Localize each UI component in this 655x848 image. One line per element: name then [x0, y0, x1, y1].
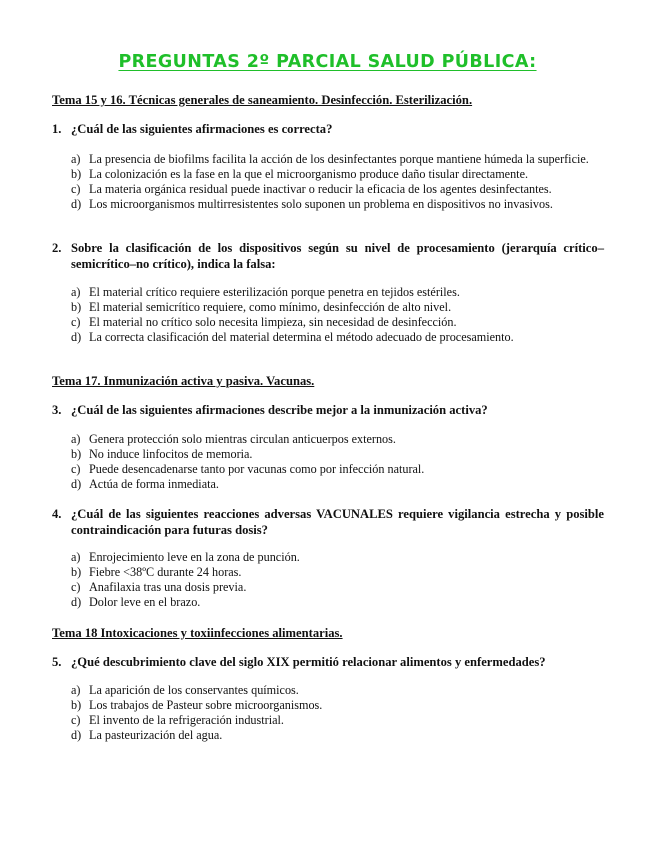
section-heading-tema-17: Tema 17. Inmunización activa y pasiva. Vacunas.: [52, 374, 315, 388]
option-letter: c): [71, 462, 81, 476]
question-number: 1.: [52, 122, 62, 136]
option-b: [52, 167, 604, 182]
option-letter: c): [71, 713, 81, 727]
question-1-options: [52, 152, 604, 212]
question-3-options: [52, 432, 604, 492]
question-2: [52, 240, 604, 272]
option-letter: a): [71, 550, 81, 564]
option-text: La pasteurización del agua.: [89, 728, 223, 742]
option-text: Los trabajos de Pasteur sobre microorganismos.: [89, 698, 323, 712]
option-text: Fiebre <38ºC durante 24 horas.: [89, 565, 242, 579]
option-a: [52, 683, 604, 698]
option-text: El material no crítico solo necesita limpieza, sin necesidad de desinfección.: [89, 315, 457, 329]
option-d: [52, 595, 604, 610]
question-text: ¿Cuál de las siguientes afirmaciones es correcta?: [71, 122, 333, 136]
question-text: ¿Qué descubrimiento clave del siglo XIX permitió relacionar alimentos y enfermedades?: [71, 655, 546, 669]
question-text: ¿Cuál de las siguientes reacciones adversas VACUNALES requiere vigilancia estrecha y posible contraindicación para futuras dosis?: [71, 507, 604, 537]
option-text: La colonización es la fase en la que el microorganismo produce daño tisular directamente.: [89, 167, 529, 181]
option-text: Actúa de forma inmediata.: [89, 477, 219, 491]
option-letter: a): [71, 285, 81, 299]
option-letter: d): [71, 728, 82, 742]
option-b: [52, 565, 604, 580]
option-letter: a): [71, 432, 81, 446]
page-title: PREGUNTAS 2º PARCIAL SALUD PÚBLICA:: [118, 52, 537, 72]
option-text: El material crítico requiere esterilización porque penetra en tejidos estériles.: [89, 285, 460, 299]
option-c: [52, 315, 604, 330]
question-5: [52, 654, 604, 670]
option-letter: c): [71, 315, 81, 329]
question-text: ¿Cuál de las siguientes afirmaciones describe mejor a la inmunización activa?: [71, 403, 488, 417]
option-d: [52, 330, 604, 345]
option-text: Anafilaxia tras una dosis previa.: [89, 580, 247, 594]
question-1: [52, 121, 604, 137]
option-letter: b): [71, 447, 82, 461]
option-letter: b): [71, 300, 82, 314]
option-text: La aparición de los conservantes químicos.: [89, 683, 299, 697]
option-letter: a): [71, 152, 81, 166]
question-number: 5.: [52, 655, 62, 669]
section-heading-tema-18: Tema 18 Intoxicaciones y toxiinfecciones alimentarias.: [52, 626, 343, 640]
option-b: [52, 447, 604, 462]
option-text: Puede desencadenarse tanto por vacunas como por infección natural.: [89, 462, 425, 476]
option-letter: b): [71, 167, 82, 181]
option-d: [52, 477, 604, 492]
option-letter: b): [71, 698, 82, 712]
option-d: [52, 197, 604, 212]
option-a: [52, 285, 604, 300]
option-text: Dolor leve en el brazo.: [89, 595, 201, 609]
option-text: Enrojecimiento leve en la zona de punción.: [89, 550, 300, 564]
option-c: [52, 462, 604, 477]
option-a: [52, 152, 604, 167]
option-text: La correcta clasificación del material determina el método adecuado de procesamiento.: [89, 330, 514, 344]
option-text: La materia orgánica residual puede inactivar o reducir la eficacia de los agentes desinfectantes.: [89, 182, 552, 196]
option-letter: c): [71, 182, 81, 196]
option-text: El invento de la refrigeración industrial.: [89, 713, 284, 727]
option-text: No induce linfocitos de memoria.: [89, 447, 253, 461]
option-b: [52, 300, 604, 315]
section-heading-tema-15-16: Tema 15 y 16. Técnicas generales de saneamiento. Desinfección. Esterilización.: [52, 93, 473, 107]
option-letter: d): [71, 595, 82, 609]
option-letter: c): [71, 580, 81, 594]
option-letter: d): [71, 330, 82, 344]
option-a: [52, 432, 604, 447]
option-letter: a): [71, 683, 81, 697]
option-a: [52, 550, 604, 565]
option-c: [52, 580, 604, 595]
option-text: Genera protección solo mientras circulan anticuerpos externos.: [89, 432, 396, 446]
question-2-options: [52, 285, 604, 345]
question-number: 2.: [52, 241, 62, 255]
option-b: [52, 698, 604, 713]
option-c: [52, 713, 604, 728]
question-4-options: [52, 550, 604, 610]
option-text: La presencia de biofilms facilita la acción de los desinfectantes porque mantiene húmeda la superficie.: [89, 152, 589, 166]
option-letter: d): [71, 197, 82, 211]
option-text: Los microorganismos multirresistentes solo suponen un problema en dispositivos no invasivos.: [89, 197, 553, 211]
question-text: Sobre la clasificación de los dispositivos según su nivel de procesamiento (jerarquía crítico–semicrítico–no crítico), indica la falsa:: [71, 241, 604, 271]
option-d: [52, 728, 604, 743]
option-c: [52, 182, 604, 197]
option-text: El material semicrítico requiere, como mínimo, desinfección de alto nivel.: [89, 300, 452, 314]
question-4: [52, 506, 604, 538]
question-number: 3.: [52, 403, 62, 417]
question-3: [52, 402, 604, 418]
option-letter: b): [71, 565, 82, 579]
option-letter: d): [71, 477, 82, 491]
question-5-options: [52, 683, 604, 743]
question-number: 4.: [52, 507, 62, 521]
